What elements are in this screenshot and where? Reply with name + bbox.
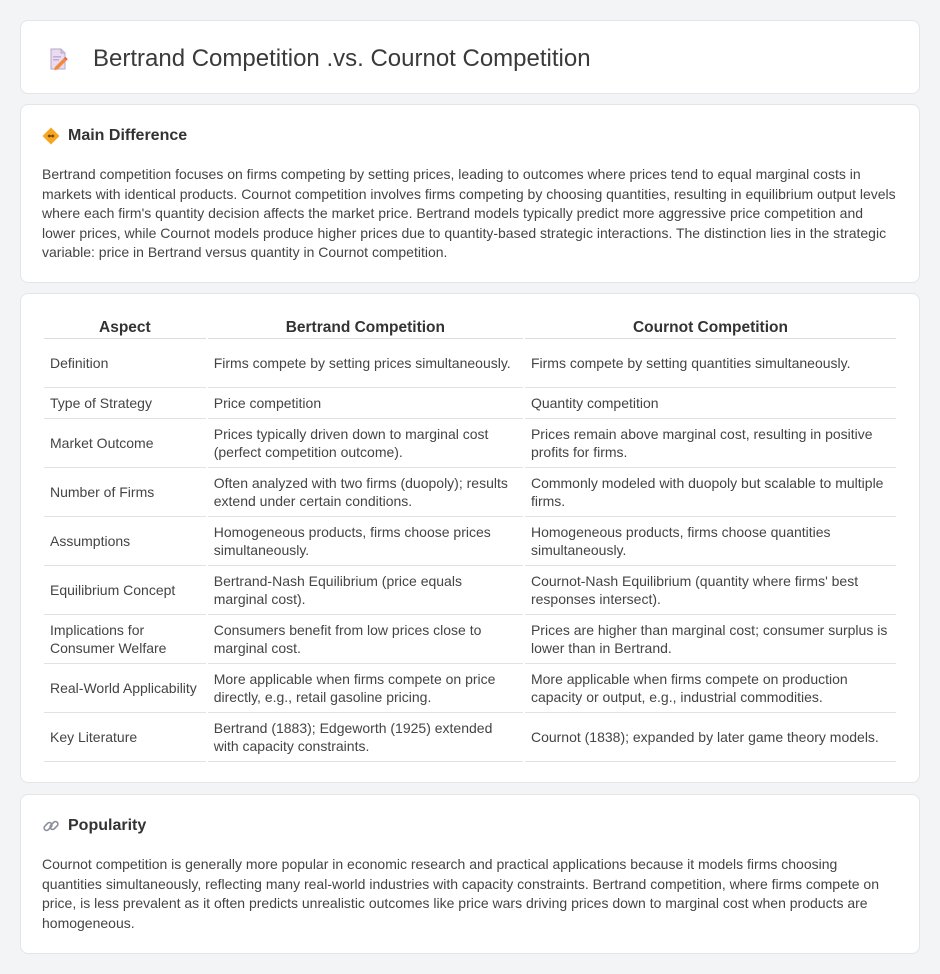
popularity-text: Cournot competition is generally more popular in economic research and practical applications because it models firms choosing quantities simultaneously, reflecting many real-world industries with capacity constraints. Bertrand competition, where firms compete on price, is less prevalent as it often predicts unrealistic outcomes like price wars driving prices down to marginal cost when products are homogeneous. [42, 856, 879, 931]
table-row [44, 388, 896, 419]
bertrand-cell: More applicable when firms compete on price directly, e.g., retail gasoline pricing. [208, 664, 523, 713]
main-difference-section [20, 104, 920, 283]
bertrand-cell: Homogeneous products, firms choose prices simultaneously. [208, 517, 523, 566]
header-aspect: Aspect [44, 312, 206, 339]
cournot-cell: Quantity competition [525, 388, 896, 419]
cournot-cell: Cournot (1838); expanded by later game theory models. [525, 713, 896, 762]
cournot-cell: Cournot-Nash Equilibrium (quantity where firms' best responses intersect). [525, 566, 896, 615]
link-icon [42, 817, 60, 835]
diamond-arrows-icon [42, 127, 60, 145]
cournot-cell: Prices are higher than marginal cost; consumer surplus is lower than in Bertrand. [525, 615, 896, 664]
aspect-cell: Equilibrium Concept [44, 566, 206, 615]
table-row [44, 615, 896, 664]
table-row [44, 339, 896, 388]
table-row [44, 517, 896, 566]
header-bertrand: Bertrand Competition [208, 312, 523, 339]
aspect-cell: Definition [44, 339, 206, 388]
cournot-cell: Prices remain above marginal cost, resulting in positive profits for firms. [525, 419, 896, 468]
popularity-heading: Popularity [68, 817, 147, 834]
comparison-table-card [20, 293, 920, 783]
aspect-cell: Key Literature [44, 713, 206, 762]
cournot-cell: Homogeneous products, firms choose quantities simultaneously. [525, 517, 896, 566]
bertrand-cell: Consumers benefit from low prices close to marginal cost. [208, 615, 523, 664]
table-row [44, 664, 896, 713]
comparison-table [42, 312, 898, 762]
aspect-cell: Assumptions [44, 517, 206, 566]
aspect-cell: Market Outcome [44, 419, 206, 468]
main-difference-heading: Main Difference [68, 127, 188, 144]
table-row [44, 713, 896, 762]
table-row [44, 566, 896, 615]
cournot-cell: Commonly modeled with duopoly but scalable to multiple firms. [525, 468, 896, 517]
header-cournot: Cournot Competition [525, 312, 896, 339]
bertrand-cell: Bertrand-Nash Equilibrium (price equals marginal cost). [208, 566, 523, 615]
bertrand-cell: Firms compete by setting prices simultaneously. [208, 339, 523, 388]
bertrand-cell: Price competition [208, 388, 523, 419]
cournot-cell: More applicable when firms compete on production capacity or output, e.g., industrial commodities. [525, 664, 896, 713]
popularity-section [20, 794, 920, 954]
main-difference-text: Bertrand competition focuses on firms competing by setting prices, leading to outcomes where prices tend to equal marginal costs in markets with identical products. Cournot competition involves firms competing by choosing quantities, resulting in equilibrium output levels where each firm's quantity decision affects the market price. Bertrand models typically predict more aggressive price competition and lower prices, while Cournot models produce higher prices due to quantity-based strategic interactions. The distinction lies in the strategic variable: price in Bertrand versus quantity in Cournot competition. [42, 166, 896, 260]
aspect-cell: Implications for Consumer Welfare [44, 615, 206, 664]
header-card [20, 20, 920, 94]
document-edit-icon [46, 47, 70, 71]
page-title: Bertrand Competition .vs. Cournot Competition [93, 45, 591, 72]
bertrand-cell: Often analyzed with two firms (duopoly); results extend under certain conditions. [208, 468, 523, 517]
cournot-cell: Firms compete by setting quantities simultaneously. [525, 339, 896, 388]
table-row [44, 468, 896, 517]
aspect-cell: Real-World Applicability [44, 664, 206, 713]
bertrand-cell: Bertrand (1883); Edgeworth (1925) extended with capacity constraints. [208, 713, 523, 762]
aspect-cell: Type of Strategy [44, 388, 206, 419]
table-header-row [44, 312, 896, 339]
table-row [44, 419, 896, 468]
aspect-cell: Number of Firms [44, 468, 206, 517]
bertrand-cell: Prices typically driven down to marginal cost (perfect competition outcome). [208, 419, 523, 468]
